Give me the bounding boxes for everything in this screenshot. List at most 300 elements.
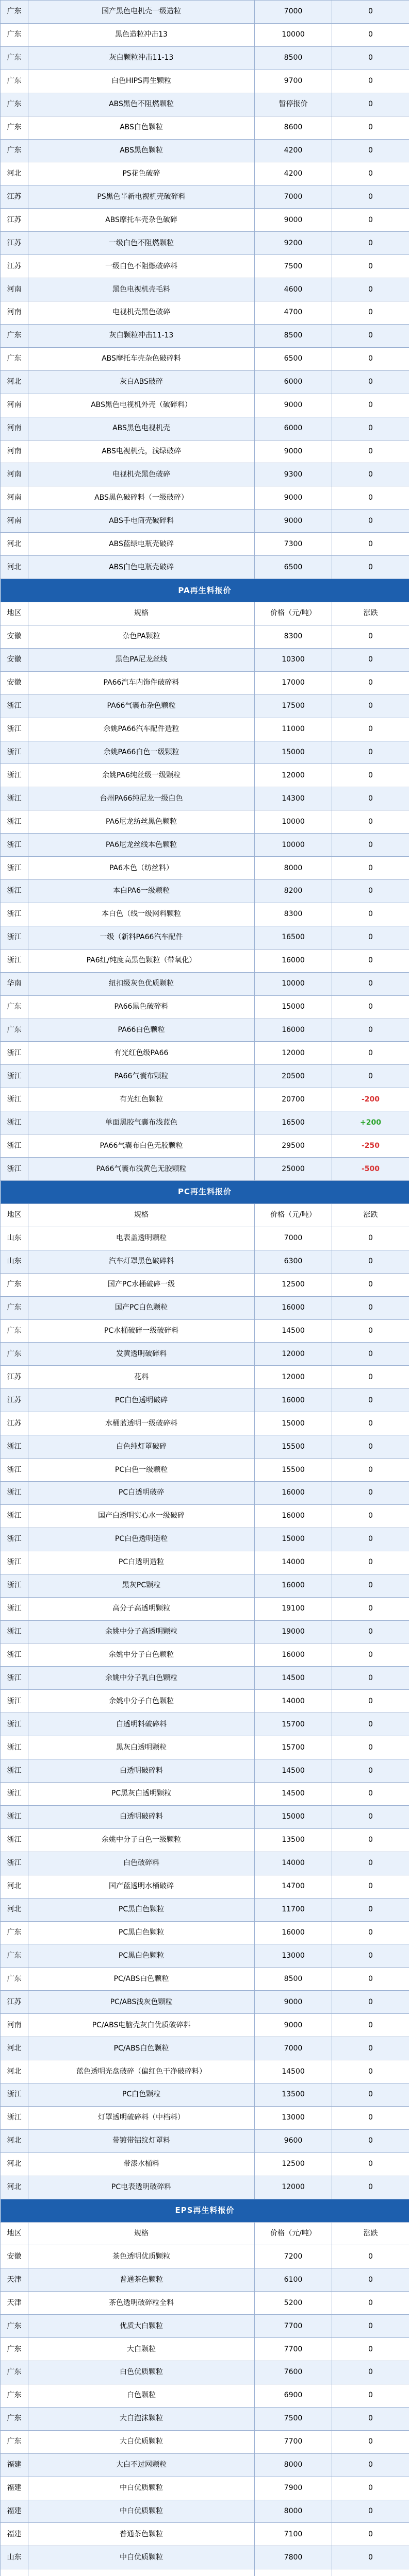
change-cell: 0 [332, 2384, 409, 2407]
table-row [1, 2523, 409, 2546]
region-cell: 广东 [1, 1968, 28, 1991]
price-cell: 7000 [255, 1, 332, 24]
change-cell: 0 [332, 2292, 409, 2315]
change-cell: 0 [332, 1482, 409, 1505]
change-cell: 0 [332, 2245, 409, 2268]
spec-cell: PA6本色（纺丝料） [28, 857, 255, 880]
region-cell: 福建 [1, 2453, 28, 2477]
table-row [1, 694, 409, 718]
change-cell [332, 2569, 409, 2576]
price-cell: 15000 [255, 1528, 332, 1551]
column-header: 价格（元/吨） [255, 1204, 332, 1227]
price-cell: 16500 [255, 1111, 332, 1134]
spec-cell: ABS黑色电视机壳 [28, 417, 255, 440]
price-cell: 7000 [255, 185, 332, 209]
spec-cell: PC白透明破碎 [28, 1482, 255, 1505]
region-cell: 浙江 [1, 1504, 28, 1528]
change-cell: 0 [332, 1690, 409, 1713]
region-cell: 广东 [1, 116, 28, 139]
price-cell: 12000 [255, 764, 332, 787]
region-cell: 浙江 [1, 2106, 28, 2129]
spec-cell: PA66气囊布白色无胶颗粒 [28, 1134, 255, 1158]
change-cell: 0 [332, 463, 409, 486]
price-cell: 16000 [255, 1019, 332, 1042]
region-cell: 河北 [1, 2060, 28, 2083]
spec-cell: 电视机壳黑色破碎 [28, 463, 255, 486]
price-cell: 14500 [255, 1782, 332, 1805]
price-cell: 15500 [255, 1435, 332, 1459]
change-cell: 0 [332, 2453, 409, 2477]
spec-cell: PC白色一级颗粒 [28, 1459, 255, 1482]
spec-cell: PC/ABS白色颗粒 [28, 2037, 255, 2060]
price-cell: 12500 [255, 1273, 332, 1296]
section-title-row [1, 2199, 409, 2222]
price-cell: 16000 [255, 1574, 332, 1597]
table-row [1, 671, 409, 694]
region-cell: 广东 [1, 2315, 28, 2338]
column-header: 价格（元/吨） [255, 2222, 332, 2245]
spec-cell: PA6尼龙纺丝黑色颗粒 [28, 810, 255, 834]
spec-cell: PC白色透明造粒 [28, 1528, 255, 1551]
price-cell: 9600 [255, 2129, 332, 2153]
region-cell: 浙江 [1, 1134, 28, 1158]
table-row [1, 1319, 409, 1343]
change-cell: 0 [332, 834, 409, 857]
spec-cell: 灰白颗粒冲击11-13 [28, 324, 255, 347]
change-cell: 0 [332, 486, 409, 510]
spec-cell: 余姚PA6纯丝级一级颗粒 [28, 764, 255, 787]
region-cell: 广东 [1, 2384, 28, 2407]
spec-cell: 国产黑色电机壳一级造粒 [28, 1, 255, 24]
price-cell: 9000 [255, 209, 332, 232]
spec-cell: 台州PA66纯尼龙一级白色 [28, 787, 255, 810]
change-cell: 0 [332, 1343, 409, 1366]
spec-cell: ABS白色电瓶壳破碎 [28, 556, 255, 579]
spec-cell: PA66黑色破碎料 [28, 995, 255, 1019]
price-cell: 29500 [255, 1134, 332, 1158]
change-cell: 0 [332, 1921, 409, 1944]
price-cell: 7500 [255, 255, 332, 278]
price-cell: 9000 [255, 486, 332, 510]
table-row [1, 741, 409, 764]
column-header: 地区 [1, 602, 28, 625]
table-row [1, 2176, 409, 2199]
region-cell: 广东 [1, 1319, 28, 1343]
table-row [1, 1551, 409, 1574]
table-row [1, 1459, 409, 1482]
spec-cell: PA66白色颗粒 [28, 1019, 255, 1042]
region-cell: 广东 [1, 1273, 28, 1296]
change-cell: 0 [332, 2014, 409, 2037]
spec-cell: 茶色透明破碎粒全料 [28, 2292, 255, 2315]
change-cell: 0 [332, 394, 409, 417]
spec-cell: 白色纯灯罩破碎 [28, 1435, 255, 1459]
change-cell: 0 [332, 1805, 409, 1828]
change-cell: 0 [332, 625, 409, 648]
spec-cell: 白透明破碎料 [28, 1759, 255, 1783]
table-row [1, 1828, 409, 1852]
price-cell: 7100 [255, 2523, 332, 2546]
table-row [1, 1574, 409, 1597]
region-cell: 广东 [1, 1, 28, 24]
spec-cell: PC电表透明破碎料 [28, 2176, 255, 2199]
region-cell: 广东 [1, 1921, 28, 1944]
change-cell: 0 [332, 972, 409, 995]
spec-cell: 一级白色不阻燃颗粒 [28, 232, 255, 255]
region-cell: 浙江 [1, 1852, 28, 1875]
price-cell: 15000 [255, 1412, 332, 1435]
change-cell: 0 [332, 857, 409, 880]
region-cell: 天津 [1, 2268, 28, 2292]
table-row [1, 1042, 409, 1065]
price-cell: 8300 [255, 625, 332, 648]
table-row [1, 625, 409, 648]
price-cell: 6100 [255, 2268, 332, 2292]
region-cell: 广东 [1, 23, 28, 46]
change-cell: 0 [332, 2106, 409, 2129]
spec-cell: 本白色（线一级网料颗粒 [28, 903, 255, 926]
region-cell: 浙江 [1, 1805, 28, 1828]
table-row [1, 1782, 409, 1805]
price-cell: 14500 [255, 1319, 332, 1343]
region-cell: 广东 [1, 1343, 28, 1366]
spec-cell: 大白泡沫颗粒 [28, 2407, 255, 2430]
price-cell: 7300 [255, 533, 332, 556]
spec-cell: PA6红/纯度高黑色颗粒（带氧化） [28, 949, 255, 972]
change-cell: 0 [332, 2477, 409, 2500]
table-row [1, 486, 409, 510]
region-cell: 江苏 [1, 209, 28, 232]
price-cell: 14500 [255, 1759, 332, 1783]
table-row [1, 787, 409, 810]
price-cell: 7800 [255, 2546, 332, 2569]
region-cell: 浙江 [1, 1643, 28, 1667]
table-row [1, 1158, 409, 1181]
region-cell: 河南 [1, 278, 28, 301]
price-cell: 8600 [255, 116, 332, 139]
region-cell: 河南 [1, 510, 28, 533]
table-row [1, 972, 409, 995]
table-row [1, 2338, 409, 2361]
region-cell: 江苏 [1, 1412, 28, 1435]
price-cell: 6900 [255, 2384, 332, 2407]
spec-cell: ABS黑色不阻燃颗粒 [28, 93, 255, 116]
change-cell: 0 [332, 1968, 409, 1991]
region-cell: 广东 [1, 93, 28, 116]
change-cell: 0 [332, 1435, 409, 1459]
change-cell: 0 [332, 440, 409, 463]
spec-cell: 黑灰白透明颗粒 [28, 1736, 255, 1759]
region-cell: 江苏 [1, 185, 28, 209]
table-row [1, 2546, 409, 2569]
region-cell: 广东 [1, 2361, 28, 2384]
change-cell: 0 [332, 533, 409, 556]
region-cell: 浙江 [1, 880, 28, 903]
region-cell: 浙江 [1, 1482, 28, 1505]
spec-cell: PC黑灰白透明颗粒 [28, 1782, 255, 1805]
price-cell: 9000 [255, 2014, 332, 2037]
region-cell: 河南 [1, 301, 28, 324]
price-cell: 12000 [255, 1343, 332, 1366]
price-cell: 15500 [255, 1459, 332, 1482]
change-cell: -500 [332, 1158, 409, 1181]
price-cell: 15700 [255, 1736, 332, 1759]
change-cell: 0 [332, 1366, 409, 1389]
spec-cell: 白色优质颗粒 [28, 2361, 255, 2384]
region-cell: 广东 [1, 2338, 28, 2361]
table-row [1, 995, 409, 1019]
region-cell: 浙江 [1, 1042, 28, 1065]
price-cell: 17500 [255, 694, 332, 718]
spec-cell: 国产PC白色颗粒 [28, 1296, 255, 1319]
price-cell: 11700 [255, 1898, 332, 1921]
price-cell: 14000 [255, 1690, 332, 1713]
price-cell: 19100 [255, 1597, 332, 1620]
price-cell: 13500 [255, 2083, 332, 2106]
region-cell: 浙江 [1, 834, 28, 857]
change-cell: 0 [332, 1227, 409, 1250]
price-cell: 7700 [255, 2315, 332, 2338]
table-row [1, 324, 409, 347]
spec-cell: PC/ABS浅灰色颗粒 [28, 1991, 255, 2014]
table-row [1, 903, 409, 926]
table-row [1, 2361, 409, 2384]
table-row [1, 2384, 409, 2407]
change-cell: 0 [332, 70, 409, 93]
section-title: EPS再生料报价 [1, 2199, 409, 2222]
region-cell: 浙江 [1, 1690, 28, 1713]
table-row [1, 1296, 409, 1319]
table-row [1, 1504, 409, 1528]
table-row [1, 1528, 409, 1551]
spec-cell: 余姚中分子白色颗粒 [28, 1690, 255, 1713]
table-row [1, 185, 409, 209]
region-cell: 浙江 [1, 1158, 28, 1181]
spec-cell: ABS黑色电视机外壳（破碎料） [28, 394, 255, 417]
change-cell: 0 [332, 1, 409, 24]
price-cell: 8000 [255, 2453, 332, 2477]
price-cell: 12500 [255, 2153, 332, 2176]
spec-cell: 中白优质颗粒 [28, 2546, 255, 2569]
header-row [1, 1204, 409, 1227]
table-row [1, 1389, 409, 1412]
table-row [1, 2060, 409, 2083]
column-header: 涨跌 [332, 2222, 409, 2245]
change-cell: 0 [332, 741, 409, 764]
table-row [1, 810, 409, 834]
table-row [1, 1, 409, 24]
change-cell: 0 [332, 2083, 409, 2106]
price-cell: 8000 [255, 857, 332, 880]
spec-cell: ABS电视机壳，浅绿破碎 [28, 440, 255, 463]
change-cell: 0 [332, 718, 409, 741]
spec-cell: PA66气囊布颗粒 [28, 1065, 255, 1088]
region-cell: 山东 [1, 2546, 28, 2569]
price-cell: 10300 [255, 648, 332, 671]
change-cell: 0 [332, 301, 409, 324]
region-cell [1, 2569, 28, 2576]
column-header: 规格 [28, 602, 255, 625]
spec-cell: 黑色PA尼龙丝线 [28, 648, 255, 671]
price-cell [255, 2569, 332, 2576]
table-row [1, 1019, 409, 1042]
region-cell: 浙江 [1, 1828, 28, 1852]
spec-cell: PS花色破碎 [28, 162, 255, 185]
price-cell: 8500 [255, 1968, 332, 1991]
change-cell: 0 [332, 1319, 409, 1343]
change-cell: 0 [332, 2129, 409, 2153]
price-cell: 14700 [255, 1875, 332, 1898]
spec-cell: 茶色透明优质颗粒 [28, 2245, 255, 2268]
change-cell: 0 [332, 764, 409, 787]
change-cell: 0 [332, 232, 409, 255]
region-cell: 福建 [1, 2523, 28, 2546]
region-cell: 江苏 [1, 232, 28, 255]
table-row [1, 2500, 409, 2523]
spec-cell: PC白色透明破碎 [28, 1389, 255, 1412]
region-cell: 浙江 [1, 1574, 28, 1597]
change-cell: 0 [332, 347, 409, 370]
region-cell: 河北 [1, 162, 28, 185]
price-cell: 9000 [255, 510, 332, 533]
price-cell: 10000 [255, 810, 332, 834]
price-cell: 10000 [255, 23, 332, 46]
table-row [1, 533, 409, 556]
price-cell: 9000 [255, 1991, 332, 2014]
table-row [1, 718, 409, 741]
region-cell: 浙江 [1, 694, 28, 718]
region-cell: 浙江 [1, 926, 28, 949]
region-cell: 浙江 [1, 810, 28, 834]
price-cell: 8500 [255, 46, 332, 70]
spec-cell: 纽扣级灰色优质颗粒 [28, 972, 255, 995]
region-cell: 河南 [1, 2014, 28, 2037]
spec-cell: 白色破碎料 [28, 1852, 255, 1875]
spec-cell: PC水桶破碎一级破碎料 [28, 1319, 255, 1343]
change-cell: 0 [332, 46, 409, 70]
table-row [1, 1366, 409, 1389]
price-cell: 9000 [255, 440, 332, 463]
spec-cell: 灰白ABS破碎 [28, 370, 255, 394]
table-row [1, 1250, 409, 1273]
change-cell: 0 [332, 2361, 409, 2384]
spec-cell: 有光红色级PA66 [28, 1042, 255, 1065]
table-row [1, 23, 409, 46]
price-cell: 19000 [255, 1620, 332, 1643]
change-cell: 0 [332, 1019, 409, 1042]
region-cell: 浙江 [1, 1088, 28, 1111]
table-row [1, 1597, 409, 1620]
table-row [1, 764, 409, 787]
spec-cell: PA6尼龙丝线本色颗粒 [28, 834, 255, 857]
table-row [1, 2453, 409, 2477]
table-row [1, 1227, 409, 1250]
spec-cell: 黑灰PC颗粒 [28, 1574, 255, 1597]
spec-cell: 杂色PA颗粒 [28, 625, 255, 648]
change-cell: 0 [332, 1828, 409, 1852]
region-cell: 广东 [1, 46, 28, 70]
price-cell: 17000 [255, 671, 332, 694]
region-cell: 河北 [1, 2153, 28, 2176]
price-cell: 14000 [255, 1551, 332, 1574]
change-cell: 0 [332, 1852, 409, 1875]
change-cell: 0 [332, 209, 409, 232]
price-cell: 9000 [255, 394, 332, 417]
change-cell: 0 [332, 1875, 409, 1898]
spec-cell: 蓝色透明光盘破碎（偏红色干净破碎料） [28, 2060, 255, 2083]
change-cell: 0 [332, 185, 409, 209]
region-cell: 福建 [1, 2477, 28, 2500]
price-cell: 15000 [255, 741, 332, 764]
change-cell: 0 [332, 2546, 409, 2569]
table-row [1, 1482, 409, 1505]
change-cell: 0 [332, 1667, 409, 1690]
table-row [1, 232, 409, 255]
spec-cell: 白透明料破碎料 [28, 1713, 255, 1736]
price-cell: 7900 [255, 2477, 332, 2500]
spec-cell: PC黑白色颗粒 [28, 1898, 255, 1921]
change-cell: 0 [332, 903, 409, 926]
spec-cell: ABS黑色破碎料（一级破碎） [28, 486, 255, 510]
change-cell: 0 [332, 2037, 409, 2060]
table-row [1, 2153, 409, 2176]
change-cell: 0 [332, 648, 409, 671]
region-cell: 江苏 [1, 1366, 28, 1389]
spec-cell: 国产PC水桶破碎一级 [28, 1273, 255, 1296]
table-row [1, 1805, 409, 1828]
table-row [1, 556, 409, 579]
region-cell: 天津 [1, 2292, 28, 2315]
change-cell: 0 [332, 2500, 409, 2523]
spec-cell: PA66气囊布浅黄色无胶颗粒 [28, 1158, 255, 1181]
region-cell: 河南 [1, 463, 28, 486]
table-row [1, 926, 409, 949]
spec-cell: 电表盖透明颗粒 [28, 1227, 255, 1250]
change-cell: 0 [332, 949, 409, 972]
price-cell: 4200 [255, 139, 332, 162]
table-row [1, 2315, 409, 2338]
spec-cell: 白色HIPS再生颗粒 [28, 70, 255, 93]
price-cell: 12000 [255, 2176, 332, 2199]
change-cell: 0 [332, 787, 409, 810]
change-cell: 0 [332, 139, 409, 162]
region-cell: 安徽 [1, 648, 28, 671]
price-cell: 7700 [255, 2430, 332, 2453]
change-cell: 0 [332, 1574, 409, 1597]
table-row [1, 857, 409, 880]
change-cell: 0 [332, 1389, 409, 1412]
change-cell: 0 [332, 2268, 409, 2292]
change-cell: 0 [332, 1620, 409, 1643]
spec-cell: 灰白颗粒冲击11-13 [28, 46, 255, 70]
change-cell: 0 [332, 926, 409, 949]
table-row [1, 1898, 409, 1921]
spec-cell: 花料 [28, 1366, 255, 1389]
table-row [1, 2014, 409, 2037]
region-cell: 浙江 [1, 1551, 28, 1574]
price-cell: 16000 [255, 1482, 332, 1505]
change-cell: 0 [332, 1250, 409, 1273]
change-cell: 0 [332, 1296, 409, 1319]
spec-cell: 带镀带铝纹灯罩料 [28, 2129, 255, 2153]
region-cell: 浙江 [1, 1597, 28, 1620]
table-row [1, 46, 409, 70]
region-cell: 浙江 [1, 718, 28, 741]
spec-cell [28, 2569, 255, 2576]
table-row [1, 2037, 409, 2060]
column-header: 规格 [28, 2222, 255, 2245]
change-cell: 0 [332, 2315, 409, 2338]
